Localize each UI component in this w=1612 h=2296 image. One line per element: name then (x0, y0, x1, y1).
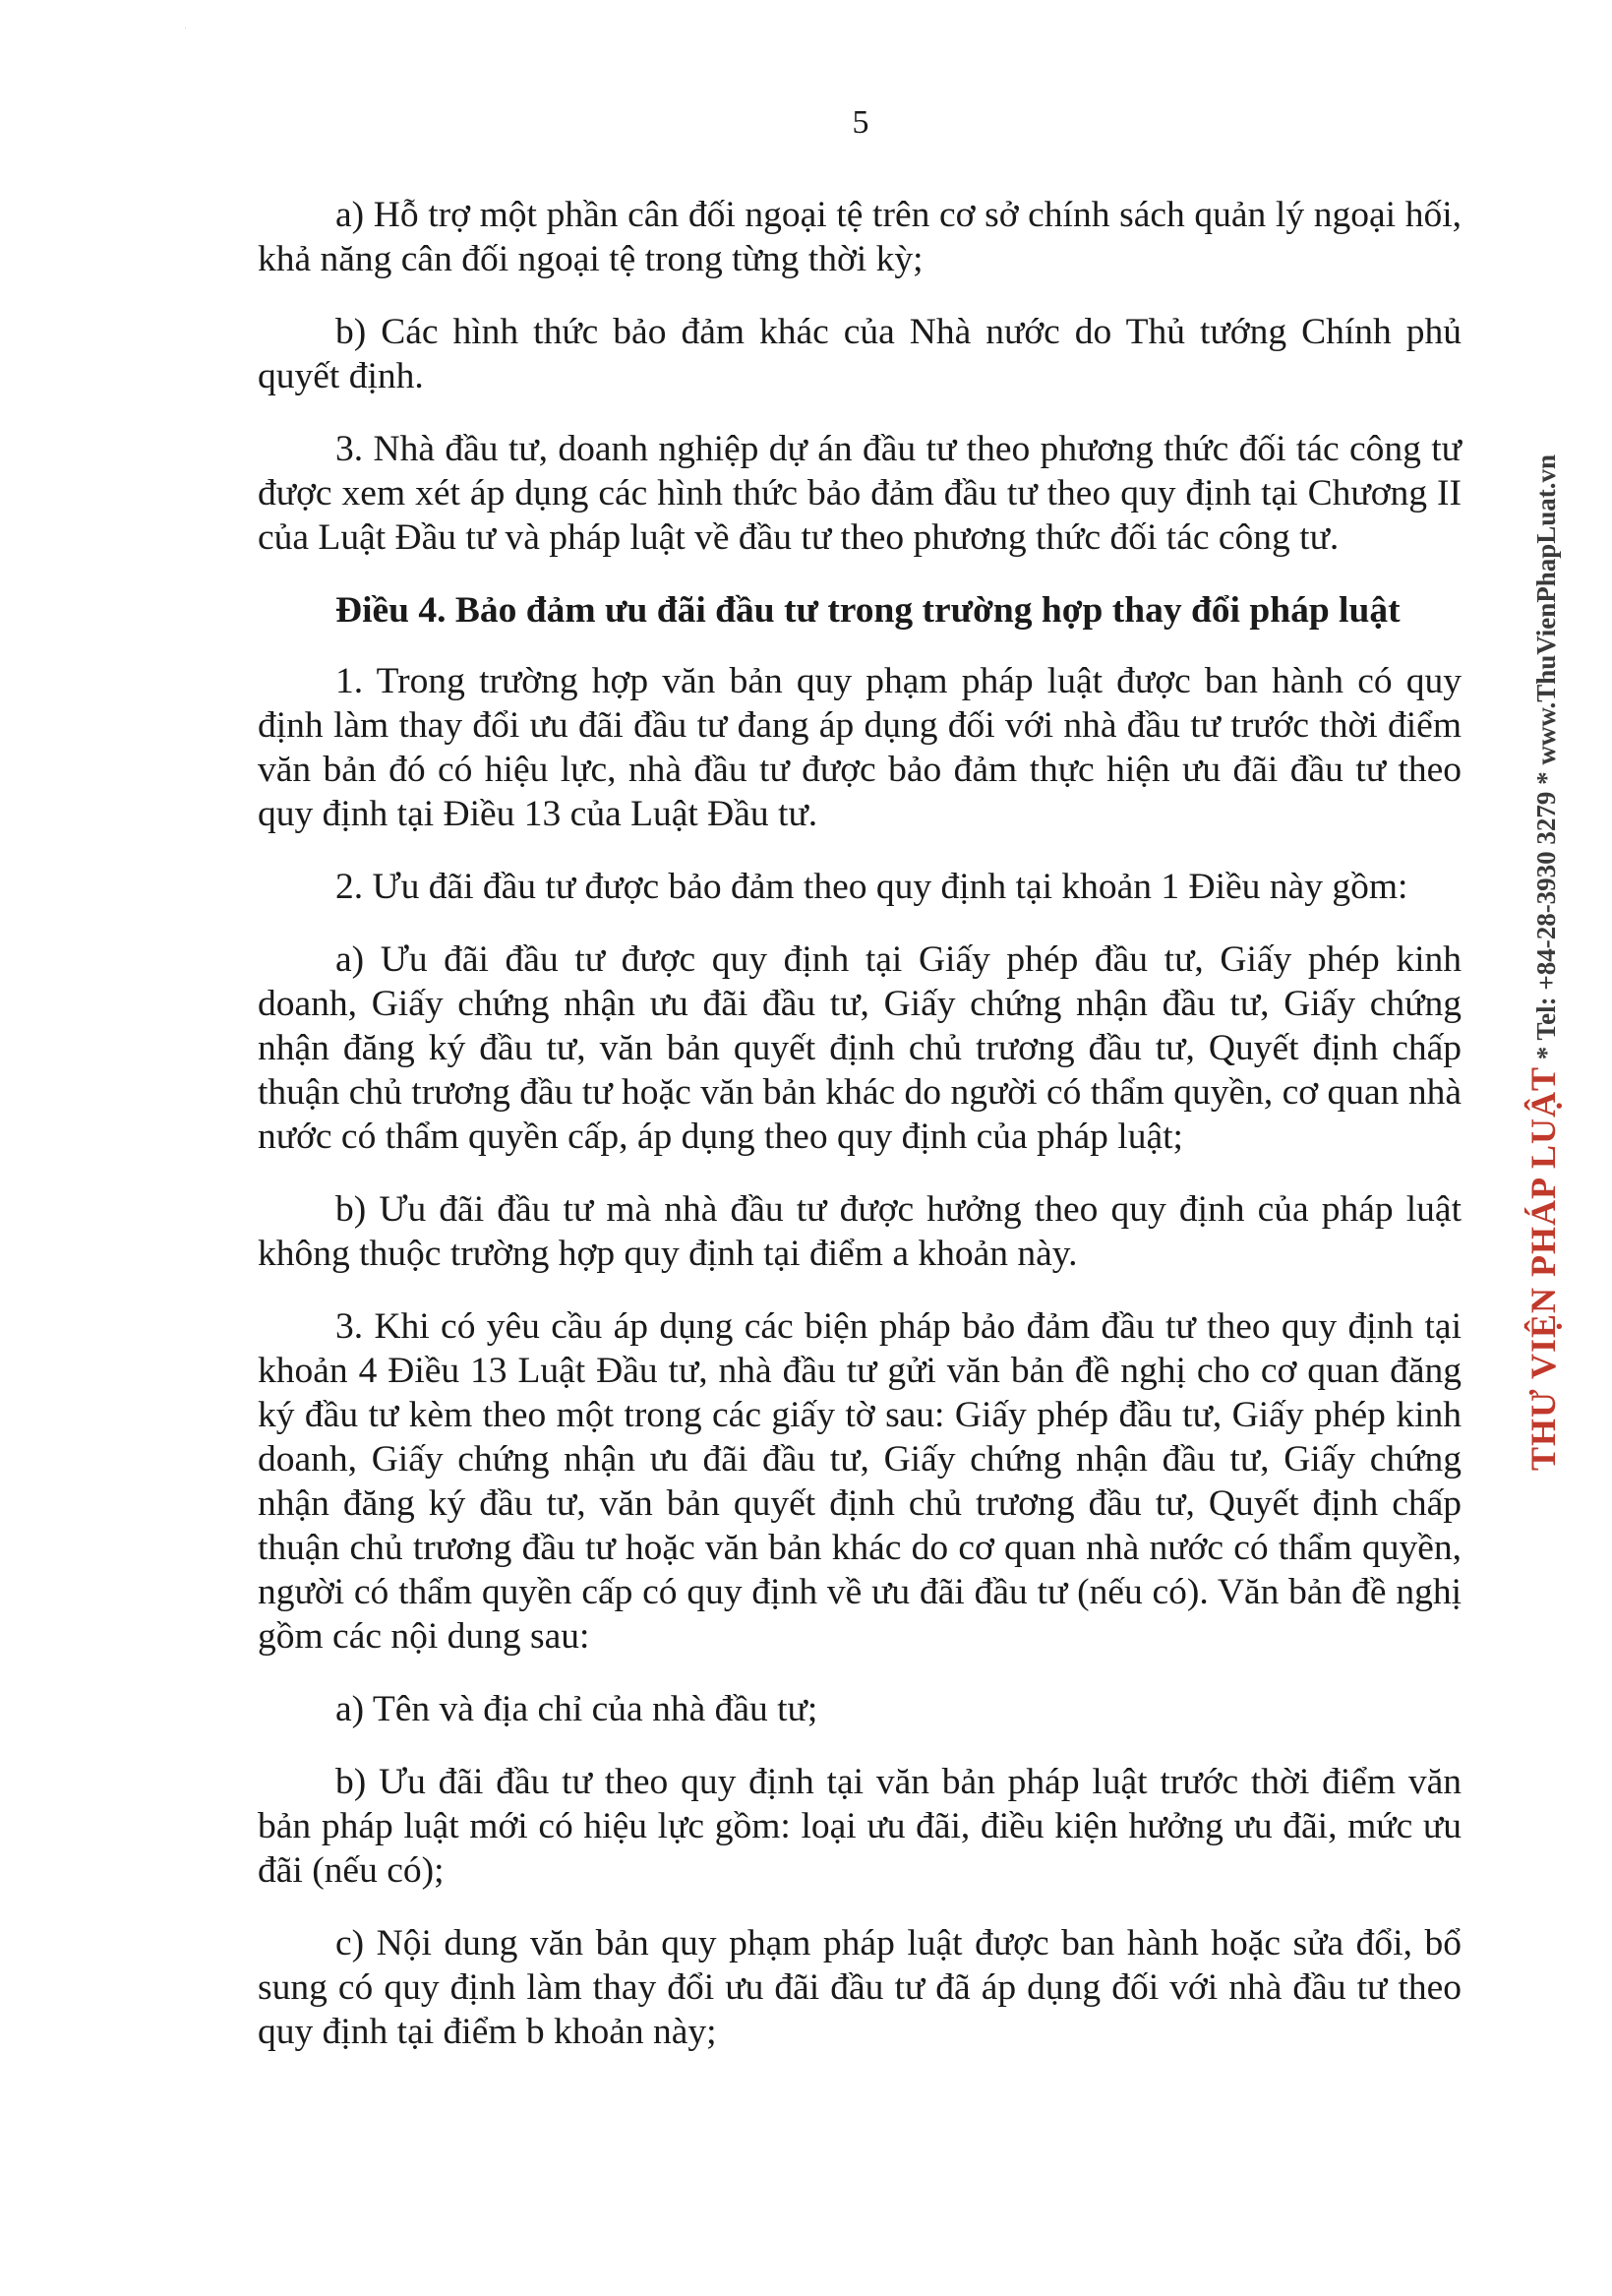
paragraph-clause-2-item-b: b) Ưu đãi đầu tư mà nhà đầu tư được hưởng theo quy định của pháp luật không thuộc trường hợp quy định tại điểm a khoản này. (258, 1189, 1462, 1274)
article-4-heading: Điều 4. Bảo đảm ưu đãi đầu tư trong trường hợp thay đổi pháp luật (335, 590, 1401, 631)
page-number: 5 (852, 104, 869, 141)
paragraph-clause-3: 3. Khi có yêu cầu áp dụng các biện pháp bảo đảm đầu tư theo quy định tại khoản 4 Điều 13 Luật Đầu tư, nhà đầu tư gửi văn bản đề nghị cho cơ quan đăng ký đầu tư kèm theo một trong các giấy tờ sau: Giấy phép đầu tư, Giấy phép kinh doanh, Giấy chứng nhận ưu đãi đầu tư, Giấy chứng nhận đầu tư, Giấy chứng nhận đăng ký đầu tư, văn bản quyết định chủ trương đầu tư, Quyết định chấp thuận chủ trương đầu tư hoặc văn bản khác do cơ quan nhà nước có thẩm quyền, người có thẩm quyền cấp có quy định về ưu đãi đầu tư (nếu có). Văn bản đề nghị gồm các nội dung sau: (258, 1306, 1462, 1657)
watermark-website: www.ThuVienPhapLuat.vn (1531, 453, 1561, 765)
paragraph-clause-3-ppp: 3. Nhà đầu tư, doanh nghiệp dự án đầu tư theo phương thức đối tác công tư được xem xét áp dụng các hình thức bảo đảm đầu tư theo quy định tại Chương II của Luật Đầu tư và pháp luật về đầu tư theo phương thức đối tác công tư. (258, 429, 1462, 558)
paragraph-clause-3-item-a: a) Tên và địa chỉ của nhà đầu tư; (335, 1689, 818, 1729)
paragraph-clause-2-item-a: a) Ưu đãi đầu tư được quy định tại Giấy phép đầu tư, Giấy phép kinh doanh, Giấy chứng nhận ưu đãi đầu tư, Giấy chứng nhận đầu tư, Giấy chứng nhận đăng ký đầu tư, văn bản quyết định chủ trương đầu tư, Quyết định chấp thuận chủ trương đầu tư hoặc văn bản khác do người có thẩm quyền, cơ quan nhà nước có thẩm quyền cấp, áp dụng theo quy định của pháp luật; (258, 939, 1462, 1157)
watermark-separator-2: * (1531, 771, 1561, 785)
watermark-tel: Tel: +84-28-3930 3279 (1531, 791, 1561, 1041)
paragraph-item-b-other-guarantees: b) Các hình thức bảo đảm khác của Nhà nước do Thủ tướng Chính phủ quyết định. (258, 312, 1462, 396)
watermark-brand: THƯ VIỆN PHÁP LUẬT (1523, 1065, 1563, 1471)
paragraph-clause-3-item-c: c) Nội dung văn bản quy phạm pháp luật được ban hành hoặc sửa đổi, bổ sung có quy định làm thay đổi ưu đãi đầu tư đã áp dụng đối với nhà đầu tư theo quy định tại điểm b khoản này; (258, 1923, 1462, 2052)
paragraph-clause-2: 2. Ưu đãi đầu tư được bảo đảm theo quy định tại khoản 1 Điều này gồm: (335, 867, 1408, 907)
watermark-separator-1: * (1531, 1046, 1561, 1060)
document-body (258, 193, 1462, 2083)
paragraph-clause-3-item-b: b) Ưu đãi đầu tư theo quy định tại văn bản pháp luật trước thời điểm văn bản pháp luật mới có hiệu lực gồm: loại ưu đãi, điều kiện hưởng ưu đãi, mức ưu đãi (nếu có); (258, 1762, 1462, 1891)
paragraph-item-a-foreign-currency: a) Hỗ trợ một phần cân đối ngoại tệ trên cơ sở chính sách quản lý ngoại hối, khả năng cân đối ngoại tệ trong từng thời kỳ; (258, 195, 1462, 279)
scan-artifact (185, 28, 186, 29)
paragraph-clause-1: 1. Trong trường hợp văn bản quy phạm pháp luật được ban hành có quy định làm thay đổi ưu đãi đầu tư đang áp dụng đối với nhà đầu tư trước thời điểm văn bản đó có hiệu lực, nhà đầu tư được bảo đảm thực hiện ưu đãi đầu tư theo quy định tại Điều 13 của Luật Đầu tư. (258, 661, 1462, 834)
watermark (1522, 454, 1564, 1471)
